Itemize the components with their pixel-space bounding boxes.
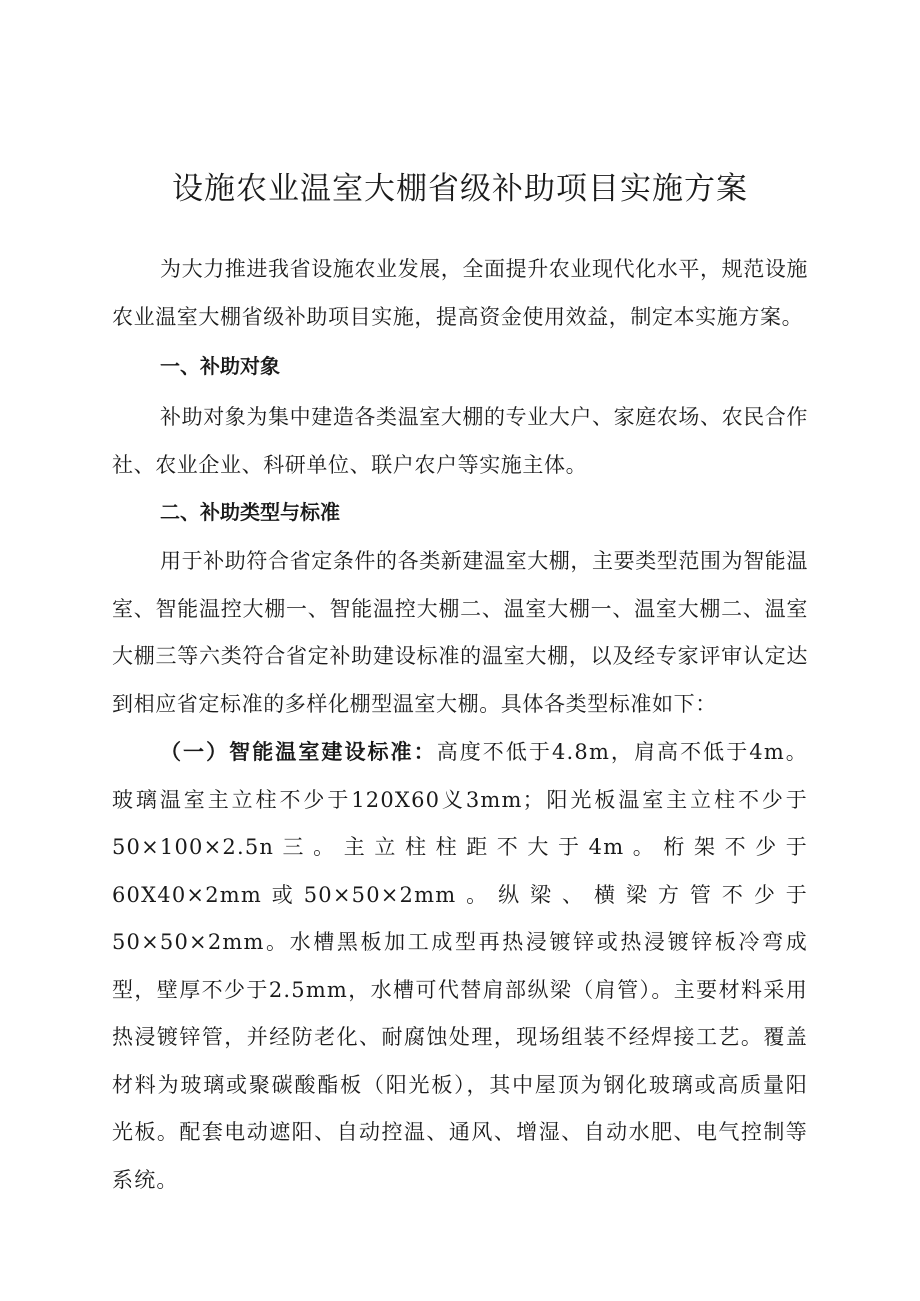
section-2-heading: 二、补助类型与标准: [160, 500, 340, 524]
section-2-paragraph: 用于补助符合省定条件的各类新建温室大棚，主要类型范围为智能温室、智能温控大棚一、智能温控大棚二、温室大棚一、温室大棚二、温室大棚三等六类符合省定补助建设标准的温室大棚，以及经专家评审认定达到相应省定标准的多样化棚型温室大棚。具体各类型标准如下：: [112, 549, 808, 716]
document-title: 设施农业温室大棚省级补助项目实施方案: [172, 171, 748, 207]
section-1-heading: 一、补助对象: [160, 354, 280, 378]
section-1-paragraph: 补助对象为集中建造各类温室大棚的专业大户、家庭农场、农民合作社、农业企业、科研单位、联户农户等实施主体。: [112, 405, 808, 477]
intro-paragraph: 为大力推进我省设施农业发展，全面提升农业现代化水平，规范设施农业温室大棚省级补助项目实施，提高资金使用效益，制定本实施方案。: [112, 257, 808, 329]
subsection-1-body: 高度不低于4.8m，肩高不低于4m。玻璃温室主立柱不少于120X60义3mm；阳光板温室主立柱不少于50×100×2.5n三。主立柱柱距不大于4m。桁架不少于60X40×2mm或50×50×2mm。纵梁、横梁方管不少于50×50×2mm。水槽黑板加工成型再热浸镀锌或热浸镀锌板冷弯成型，壁厚不少于2.5mm，水槽可代替肩部纵梁（肩管）。主要材料采用热浸镀锌管，并经防老化、耐腐蚀处理，现场组装不经焊接工艺。覆盖材料为玻璃或聚碳酸酯板（阳光板），其中屋顶为钢化玻璃或高质量阳光板。配套电动遮阳、自动控温、通风、增湿、自动水肥、电气控制等系统。: [112, 740, 809, 1192]
subsection-1-paragraph: [112, 729, 808, 1204]
subsection-1-label: （一）智能温室建设标准：: [160, 740, 437, 764]
